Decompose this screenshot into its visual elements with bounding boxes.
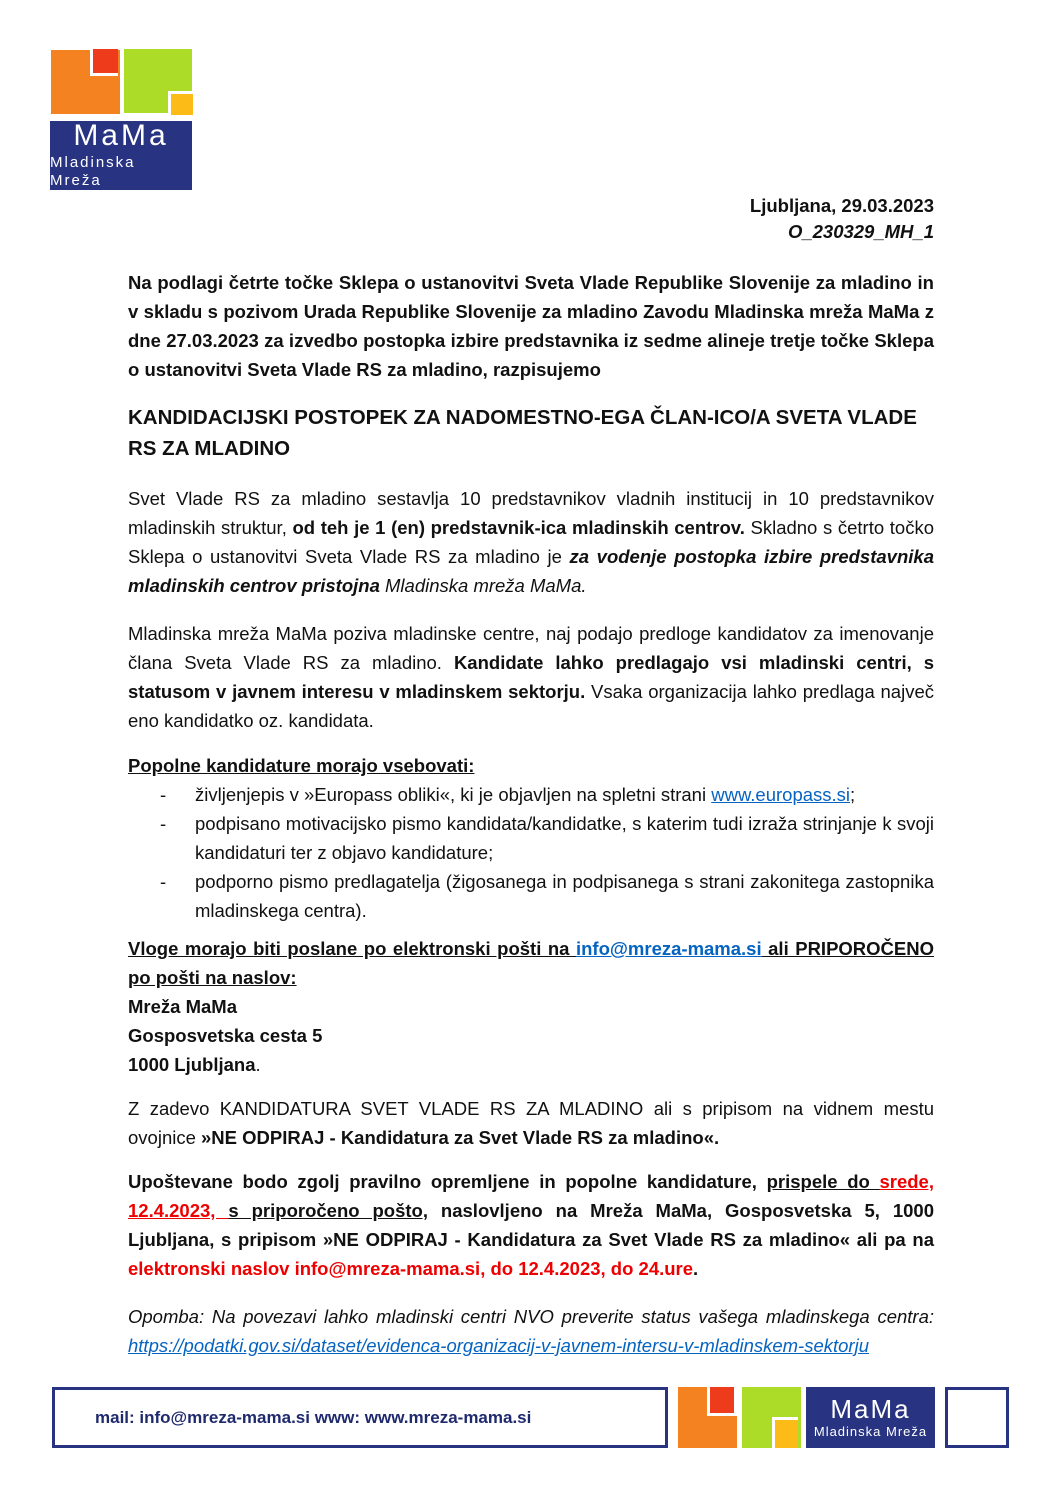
address-street: Gosposvetska cesta 5 bbox=[128, 1025, 323, 1046]
email-link[interactable]: info@mreza-mama.si bbox=[575, 938, 762, 959]
footer-white-box bbox=[945, 1387, 1009, 1448]
subject-seg1: Z zadevo KANDIDATURA SVET VLADE RS ZA MLADINO ali s pripisom na vidnem mestu ovojnice bbox=[128, 1098, 934, 1148]
composition-seg5: Mladinska mreža MaMa. bbox=[385, 575, 587, 596]
mama-logo bbox=[50, 48, 193, 190]
reference-number: O_230329_MH_1 bbox=[787, 221, 934, 242]
note-seg1: Opomba: Na povezavi lahko mladinski centri NVO preverite status vašega mladinskega centra: bbox=[128, 1306, 934, 1327]
logo-yellow-square bbox=[171, 94, 193, 115]
requirements-list bbox=[128, 780, 934, 925]
req1-seg2: ; bbox=[850, 784, 856, 805]
bullet-dash: - bbox=[160, 871, 167, 892]
req1-seg1: življenjepis v »Europass obliki«, ki je objavljen na spletni strani bbox=[195, 784, 712, 805]
deadline-seg6: elektronski naslov info@mreza-mama.si, do 12.4.2023, do 24.ure bbox=[128, 1258, 694, 1279]
footer-contact-text: mail: info@mreza-mama.si www: www.mreza-mama.si bbox=[95, 1407, 532, 1427]
composition-seg4: za vodenje postopka izbire predstavnika mladinskih centrov pristojna bbox=[128, 546, 934, 596]
registry-link[interactable]: https://podatki.gov.si/dataset/evidenca-organizacij-v-javnem-intersu-v-mladinskem-sektorju bbox=[128, 1335, 869, 1356]
invitation-seg3: Vsaka organizacija lahko predlaga največ eno kandidatko oz. kandidata. bbox=[128, 681, 934, 731]
submission-paragraph bbox=[128, 934, 934, 1079]
composition-seg1: Svet Vlade RS za mladino sestavlja 10 predstavnikov vladnih institucij in 10 predstavnikov mladinskih struktur, bbox=[128, 488, 934, 538]
letter-body bbox=[128, 268, 934, 1360]
deadline-seg7: . bbox=[693, 1258, 699, 1279]
subject-seg2: »NE ODPIRAJ - Kandidatura za Svet Vlade RS za mladino«. bbox=[201, 1127, 720, 1148]
footer-logo-title: MaMa bbox=[830, 1394, 911, 1424]
invitation-paragraph bbox=[128, 619, 934, 735]
deadline-seg3: srede, 12.4.2023, bbox=[128, 1171, 934, 1221]
invitation-seg2: Kandidate lahko predlagajo vsi mladinski centri, s statusom v javnem interesu v mladinskem sektorju. bbox=[128, 652, 935, 702]
submission-seg1: Vloge morajo biti poslane po elektronski pošti na bbox=[128, 938, 576, 959]
composition-paragraph bbox=[128, 484, 934, 600]
logo-subtitle: Mladinska Mreža bbox=[50, 154, 136, 189]
bullet-dash: - bbox=[160, 784, 167, 805]
composition-seg3: Skladno s četrto točko Sklepa o ustanovitvi Sveta Vlade RS za mladino je bbox=[128, 517, 934, 567]
address-org: Mreža MaMa bbox=[128, 996, 237, 1017]
logo-red-square bbox=[93, 49, 118, 73]
invitation-seg1: Mladinska mreža MaMa poziva mladinske centre, naj podajo predloge kandidatov za imenovanje člana Sveta Vlade RS za mladino. bbox=[128, 623, 934, 673]
place-date: Ljubljana, 29.03.2023 bbox=[749, 195, 934, 216]
europass-link[interactable]: www.europass.si bbox=[711, 784, 851, 805]
note-paragraph bbox=[128, 1302, 934, 1360]
footer-logo-red-square bbox=[710, 1387, 734, 1413]
footer-logo-subtitle: Mladinska Mreža bbox=[813, 1424, 928, 1439]
req2-text: podpisano motivacijsko pismo kandidata/kandidatke, s katerim tudi izraža strinjanje k svoji kandidaturi ter z objavo kandidature; bbox=[195, 813, 934, 863]
list-item bbox=[128, 780, 934, 809]
address-city-period: . bbox=[255, 1054, 261, 1075]
header-dates bbox=[128, 193, 934, 245]
deadline-seg1: Upoštevane bodo zgolj pravilno opremljene in popolne kandidature, bbox=[128, 1171, 767, 1192]
requirements-heading: Popolne kandidature morajo vsebovati: bbox=[128, 755, 475, 776]
list-item bbox=[128, 867, 934, 925]
address-city: 1000 Ljubljana bbox=[128, 1054, 256, 1075]
deadline-seg5: naslovljeno na Mreža MaMa, Gosposvetska 5, 1000 Ljubljana, s pripisom »NE ODPIRAJ - Kandidatura za Svet Vlade RS za mladino« ali pa na bbox=[128, 1200, 934, 1250]
deadline-seg2: prispele do bbox=[766, 1171, 880, 1192]
deadline-paragraph bbox=[128, 1167, 934, 1283]
footer-logo-nameplate bbox=[806, 1387, 935, 1448]
logo-nameplate bbox=[50, 121, 192, 190]
bullet-dash: - bbox=[160, 813, 167, 834]
footer-contact-box bbox=[52, 1387, 668, 1448]
deadline-seg4: s priporočeno pošto, bbox=[228, 1200, 428, 1221]
composition-seg2: od teh je 1 (en) predstavnik-ica mladinskih centrov. bbox=[292, 517, 745, 538]
footer bbox=[0, 1387, 1058, 1448]
subject-paragraph bbox=[128, 1094, 934, 1152]
list-item bbox=[128, 809, 934, 867]
req3-text: podporno pismo predlagatelja (žigosanega in podpisanega s strani zakonitega zastopnika mladinskega centra). bbox=[195, 871, 934, 921]
footer-logo-yellow-square bbox=[775, 1420, 798, 1448]
document-title: KANDIDACIJSKI POSTOPEK ZA NADOMESTNO-EGA ČLAN-ICO/A SVETA VLADE RS ZA MLADINO bbox=[128, 406, 917, 460]
submission-seg2: ali PRIPOROČENO po pošti na naslov: bbox=[128, 938, 934, 988]
intro-paragraph: Na podlagi četrte točke Sklepa o ustanovitvi Sveta Vlade Republike Slovenije za mladino in v skladu s pozivom Urada Republike Slovenije za mladino Zavodu Mladinska mreža MaMa z dne 27.03.2023 za izvedbo postopka izbire predstavnika iz sedme alineje tretje točke Sklepa o ustanovitvi Sveta Vlade RS za mladino, razpisujemo bbox=[128, 272, 934, 380]
logo-title: MaMa bbox=[73, 119, 169, 152]
